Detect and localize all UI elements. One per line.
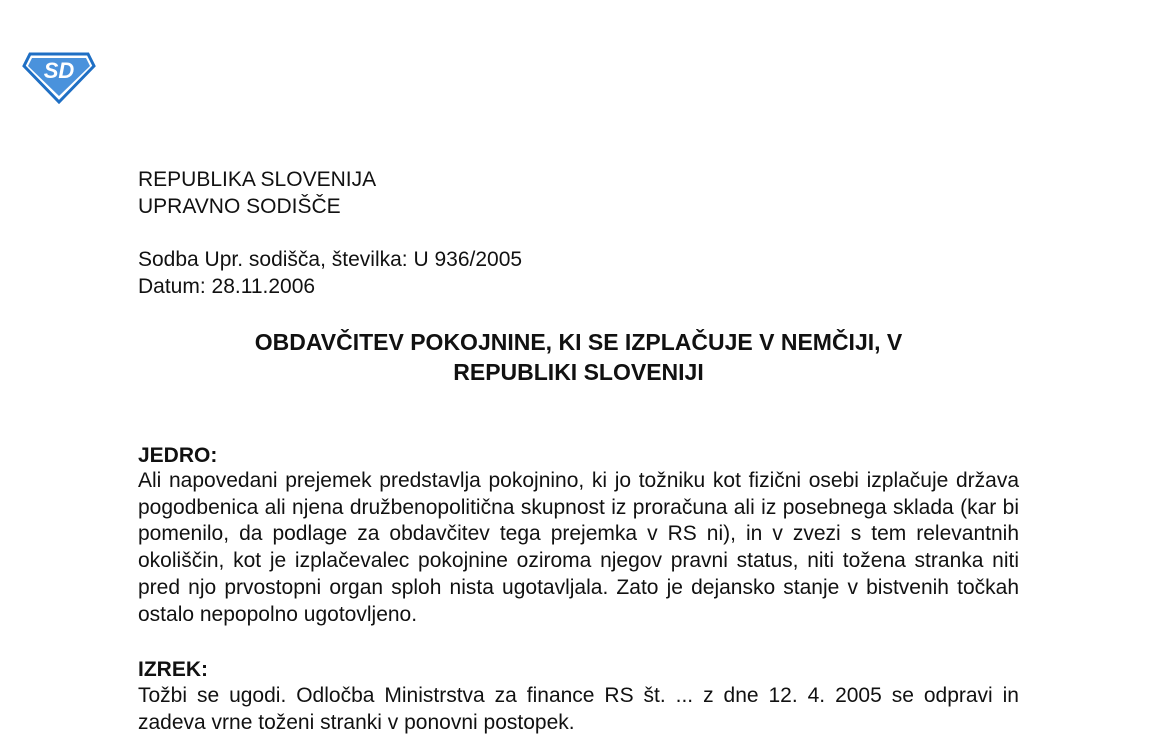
title-line-1: OBDAVČITEV POKOJNINE, KI SE IZPLAČUJE V NEMČIJI, V: [254, 329, 903, 355]
country-name: REPUBLIKA SLOVENIJA: [138, 168, 377, 191]
court-header: [138, 166, 376, 220]
court-logo-icon: [22, 48, 96, 104]
document-title: [138, 327, 1019, 387]
verdict-meta: [138, 246, 522, 300]
court-name: UPRAVNO SODIŠČE: [138, 195, 341, 218]
izrek-heading: IZREK:: [138, 658, 208, 681]
case-number: Sodba Upr. sodišča, številka: U 936/2005: [138, 248, 523, 271]
jedro-text: Ali napovedani prejemek predstavlja pokojnino, ki jo tožniku kot fizični osebi izplačuje država pogodbenica ali njena družbenopolitična skupnost iz proračuna ali iz posebnega sklada (kar bi pomenilo, da podlage za obdavčitev tega prejemka v RS ni), in v zvezi s tem relevantnih okoliščin, kot je izplačevalec pokojnine oziroma njegov pravni status, niti tožena stranka niti pred njo prvostopni organ sploh nista ugotavljala. Zato je dejansko stanje v bistvenih točkah ostalo nepopolno ugotovljeno.: [138, 469, 1019, 626]
izrek-text: Tožbi se ugodi. Odločba Ministrstva za finance RS št. ... z dne 12. 4. 2005 se odpravi in zadeva vrne toženi stranki v ponovni postopek.: [138, 684, 1019, 734]
title-line-2: REPUBLIKI SLOVENIJI: [453, 359, 704, 385]
logo-lettering: SD: [43, 58, 75, 83]
verdict-date: Datum: 28.11.2006: [138, 275, 316, 298]
jedro-heading: JEDRO:: [138, 444, 218, 467]
